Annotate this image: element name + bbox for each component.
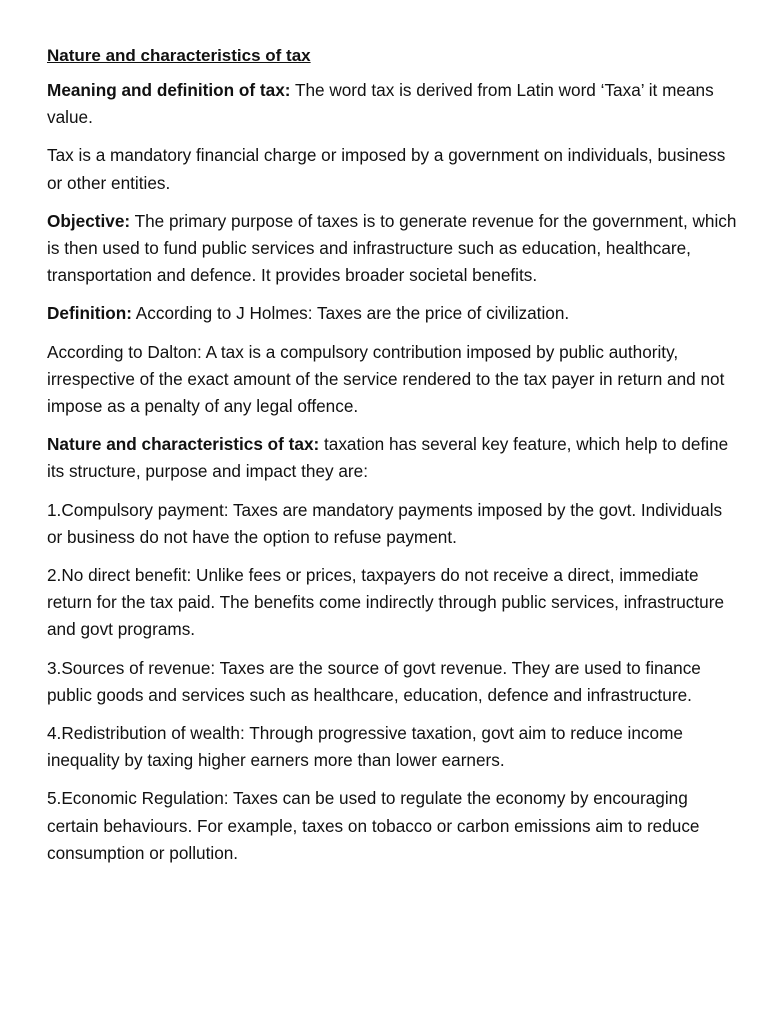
paragraph-definition	[47, 300, 737, 327]
paragraph-text: According to Dalton: A tax is a compulsory contribution imposed by public authority, irrespective of the exact amount of the service rendered to the tax payer in return and not impose as a penalty of any legal offence.	[47, 341, 725, 417]
paragraph-tax-mandatory	[47, 142, 737, 196]
paragraph-text: 3.Sources of revenue: Taxes are the source of govt revenue. They are used to finance public goods and services such as healthcare, education, defence and infrastructure.	[47, 657, 701, 705]
paragraph-text: 2.No direct benefit: Unlike fees or prices, taxpayers do not receive a direct, immediate return for the tax paid. The benefits come indirectly through public services, infrastructure and govt programs.	[47, 565, 725, 640]
paragraph-lead: Meaning and definition of tax:	[47, 80, 291, 100]
paragraph-dalton	[47, 339, 737, 421]
paragraph-text: 1.Compulsory payment: Taxes are mandatory payments imposed by the govt. Individuals or business do not have the option to refuse payment.	[47, 499, 723, 547]
paragraph-text: The primary purpose of taxes is to generate revenue for the government, which is then used to fund public services and infrastructure such as education, healthcare, transportation and defence. It provides broader societal benefits.	[47, 210, 737, 286]
list-item-sources-of-revenue	[47, 655, 737, 709]
paragraph-objective	[47, 208, 737, 290]
document-page	[47, 44, 737, 878]
list-item-compulsory-payment	[47, 497, 737, 551]
list-item-economic-regulation	[47, 785, 737, 867]
document-title: Nature and characteristics of tax	[47, 46, 311, 65]
paragraph-meaning	[47, 77, 737, 131]
paragraph-text: The word tax is derived from Latin word ‘Taxa’ it means value.	[47, 80, 714, 128]
paragraph-text: 5.Economic Regulation: Taxes can be used to regulate the economy by encouraging certain behaviours. For example, taxes on tobacco or carbon emissions aim to reduce consumption or pollution.	[47, 788, 700, 863]
paragraph-text: According to J Holmes: Taxes are the price of civilization.	[131, 303, 570, 324]
paragraph-nature	[47, 431, 737, 485]
paragraph-lead: Definition:	[47, 303, 132, 324]
paragraph-lead: Objective:	[47, 210, 131, 231]
paragraph-text: 4.Redistribution of wealth: Through progressive taxation, govt aim to reduce income inequality by taxing higher earners more than lower earners.	[47, 723, 683, 771]
paragraph-lead: Nature and characteristics of tax:	[47, 434, 320, 455]
list-item-no-direct-benefit	[47, 562, 737, 644]
list-item-redistribution	[47, 720, 737, 774]
paragraph-text: Tax is a mandatory financial charge or imposed by a government on individuals, business or other entities.	[47, 145, 726, 193]
paragraph-text: taxation has several key feature, which help to define its structure, purpose and impact they are:	[47, 434, 729, 482]
